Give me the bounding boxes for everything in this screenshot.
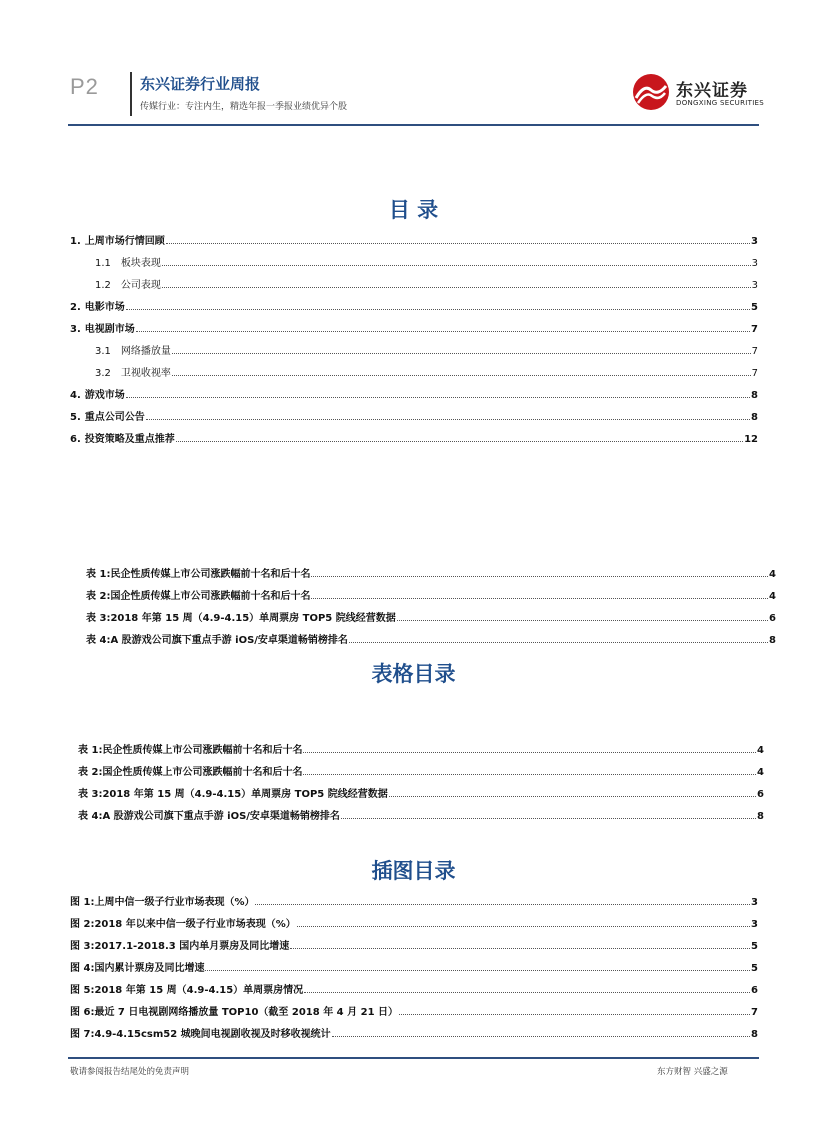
toc-item-text: 网络播放量 xyxy=(120,346,171,357)
toc-item-text: 上周市场行情回顾 xyxy=(84,236,165,247)
table-list-item-text: 表 2:国企性质传媒上市公司涨跌幅前十名和后十名 xyxy=(78,767,303,778)
dot-leader xyxy=(304,992,750,993)
toc-item-number: 3.1 xyxy=(95,346,111,357)
logo-text-en: DONGXING SECURITIES xyxy=(676,99,765,107)
table-list-item[interactable] xyxy=(78,741,764,756)
toc-item-text: 游戏市场 xyxy=(84,390,125,401)
table-list-item-page: 4 xyxy=(757,745,764,756)
dot-leader xyxy=(332,1036,750,1037)
dot-leader xyxy=(290,948,750,949)
toc-item-page: 3 xyxy=(751,280,758,291)
toc-item-number: 6. xyxy=(70,434,81,445)
toc-item-number: 1.1 xyxy=(95,258,111,269)
toc-item-text: 公司表现 xyxy=(120,280,161,291)
toc-title: 目 录 xyxy=(388,198,439,222)
stray-table-item-text: 表 3:2018 年第 15 周（4.9-4.15）单周票房 TOP5 院线经营数据 xyxy=(86,613,396,624)
table-list-title: 表格目录 xyxy=(371,662,456,686)
table-list-item[interactable] xyxy=(78,785,764,800)
stray-table-item[interactable] xyxy=(86,565,776,580)
stray-table-item-text: 表 2:国企性质传媒上市公司涨跌幅前十名和后十名 xyxy=(86,591,311,602)
toc-item-text: 电影市场 xyxy=(84,302,125,313)
logo-text-cn: 东兴证券 xyxy=(676,81,748,101)
stray-table-item[interactable] xyxy=(86,609,776,624)
figure-list-item-text: 图 5:2018 年第 15 周（4.9-4.15）单周票房情况 xyxy=(70,985,304,996)
figure-list-item-text: 图 4:国内累计票房及同比增速 xyxy=(70,963,205,974)
dot-leader xyxy=(205,970,750,971)
toc-item-number: 5. xyxy=(70,412,81,423)
toc-item-page: 7 xyxy=(751,324,758,335)
toc-item-number: 2. xyxy=(70,302,81,313)
dot-leader xyxy=(341,818,756,819)
figure-list-item-page: 5 xyxy=(751,941,758,952)
dot-leader xyxy=(311,576,768,577)
figure-list-item-page: 5 xyxy=(751,963,758,974)
toc-item-page: 8 xyxy=(751,412,758,423)
figure-list-item-page: 3 xyxy=(751,897,758,908)
figure-list-item[interactable] xyxy=(70,1003,758,1018)
report-subtitle: 传媒行业：专注内生，精选年报一季报业绩优异个股 xyxy=(140,102,348,112)
figure-list-item[interactable] xyxy=(70,981,758,996)
toc-item-number: 4. xyxy=(70,390,81,401)
page-number: P2 xyxy=(70,74,99,99)
toc-item-page: 3 xyxy=(751,236,758,247)
toc-item-page: 5 xyxy=(751,302,758,313)
table-list-item[interactable] xyxy=(78,763,764,778)
toc-item-number: 1.2 xyxy=(95,280,111,291)
footer-disclaimer: 敬请参阅报告结尾处的免责声明 xyxy=(70,1067,190,1077)
stray-table-item-page: 8 xyxy=(769,635,776,646)
toc-item-page: 7 xyxy=(751,368,758,379)
stray-table-item-page: 4 xyxy=(769,591,776,602)
figure-list-title: 插图目录 xyxy=(371,859,456,883)
figure-list-item-text: 图 2:2018 年以来中信一级子行业市场表现（%） xyxy=(70,919,296,930)
figure-list-item[interactable] xyxy=(70,1025,758,1040)
dot-leader xyxy=(397,620,768,621)
toc-item-page: 8 xyxy=(751,390,758,401)
stray-table-item[interactable] xyxy=(86,631,776,646)
dot-leader xyxy=(303,752,756,753)
table-list-item[interactable] xyxy=(78,807,764,822)
table-list-item-text: 表 3:2018 年第 15 周（4.9-4.15）单周票房 TOP5 院线经营数据 xyxy=(78,789,388,800)
toc-item-page: 3 xyxy=(751,258,758,269)
figure-list-item-page: 7 xyxy=(751,1007,758,1018)
table-list-item-page: 8 xyxy=(757,811,764,822)
toc-item-page: 7 xyxy=(751,346,758,357)
figure-list-item-page: 3 xyxy=(751,919,758,930)
toc-item-text: 投资策略及重点推荐 xyxy=(84,434,175,445)
stray-table-item-text: 表 1:民企性质传媒上市公司涨跌幅前十名和后十名 xyxy=(86,569,311,580)
toc-item-text: 重点公司公告 xyxy=(84,412,145,423)
footer-slogan: 东方财智 兴盛之源 xyxy=(657,1067,728,1077)
figure-list-item[interactable] xyxy=(70,893,758,908)
dot-leader xyxy=(303,774,756,775)
stray-table-item-page: 4 xyxy=(769,569,776,580)
figure-list-item-text: 图 7:4.9-4.15csm52 城晚间电视剧收视及时移收视统计 xyxy=(70,1029,331,1040)
table-list-item-page: 4 xyxy=(757,767,764,778)
figure-list-item-text: 图 3:2017.1-2018.3 国内单月票房及同比增速 xyxy=(70,941,290,952)
toc-item-text: 电视剧市场 xyxy=(84,324,135,335)
toc-item-page: 12 xyxy=(744,434,758,445)
stray-table-item[interactable] xyxy=(86,587,776,602)
figure-list-item[interactable] xyxy=(70,937,758,952)
dot-leader xyxy=(399,1014,750,1015)
figure-list-item-text: 图 1:上周中信一级子行业市场表现（%） xyxy=(70,897,255,908)
toc-item-number: 3.2 xyxy=(95,368,111,379)
toc-item-text: 板块表现 xyxy=(120,258,161,269)
dot-leader xyxy=(349,642,768,643)
stray-table-item-text: 表 4:A 股游戏公司旗下重点手游 iOS/安卓渠道畅销榜排名 xyxy=(86,635,348,646)
table-list-item-text: 表 1:民企性质传媒上市公司涨跌幅前十名和后十名 xyxy=(78,745,303,756)
footer-rule xyxy=(68,1057,759,1059)
figure-list-item[interactable] xyxy=(70,915,758,930)
toc-item-number: 3. xyxy=(70,324,81,335)
figure-list-item-page: 6 xyxy=(751,985,758,996)
figure-list-item-page: 8 xyxy=(751,1029,758,1040)
figure-list-item-text: 图 6:最近 7 日电视剧网络播放量 TOP10（截至 2018 年 4 月 21 日） xyxy=(70,1007,399,1018)
toc-item-number: 1. xyxy=(70,236,81,247)
table-list-item-text: 表 4:A 股游戏公司旗下重点手游 iOS/安卓渠道畅销榜排名 xyxy=(78,811,340,822)
dot-leader xyxy=(255,904,750,905)
table-list-item-page: 6 xyxy=(757,789,764,800)
dot-leader xyxy=(389,796,756,797)
dot-leader xyxy=(311,598,768,599)
stray-table-item-page: 6 xyxy=(769,613,776,624)
dot-leader xyxy=(297,926,750,927)
toc-item-text: 卫视收视率 xyxy=(120,368,171,379)
figure-list-item[interactable] xyxy=(70,959,758,974)
report-title: 东兴证券行业周报 xyxy=(140,75,261,93)
